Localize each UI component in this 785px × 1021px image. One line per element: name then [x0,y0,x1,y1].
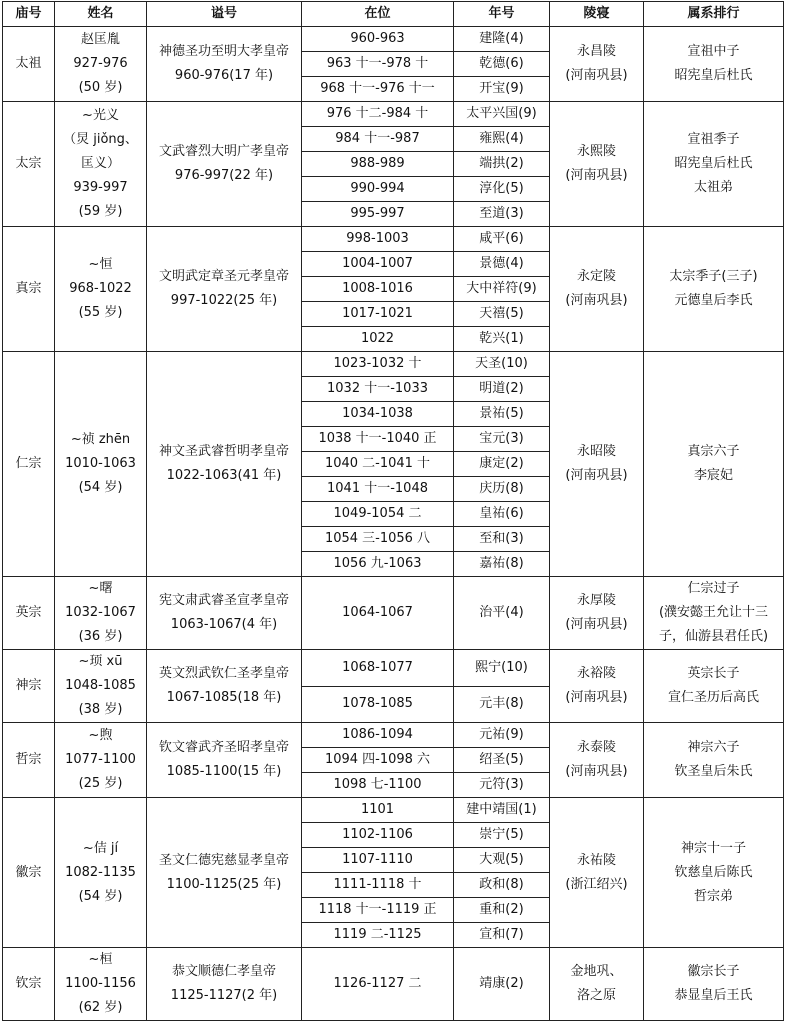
table-row [3,577,784,650]
personal-name-cell-line: 939-997 [73,180,128,195]
era-name-cell: 乾德(6) [454,52,550,77]
table-row [3,27,784,52]
column-header: 属系排行 [644,2,784,27]
reign-period-cell: 1126-1127 二 [302,948,454,1021]
personal-name-cell-line: (25 岁) [78,776,123,791]
tomb-cell [550,650,644,723]
column-header: 庙号 [3,2,55,27]
tomb-cell [550,27,644,102]
era-name-cell: 大观(5) [454,848,550,873]
table-row [3,948,784,1021]
era-name-cell: 宝元(3) [454,427,550,452]
table-row [3,102,784,127]
column-header: 在位 [302,2,454,27]
tomb-cell-line: 洛之原 [576,988,616,1003]
posthumous-title-cell-line: 圣文仁德宪慈显孝皇帝 [158,852,289,868]
era-name-cell: 熙宁(10) [454,650,550,687]
column-header: 年号 [454,2,550,27]
reign-period-cell: 1032 十一-1033 [302,377,454,402]
tomb-cell-line: (河南巩县) [565,690,628,705]
personal-name-cell [55,948,147,1021]
lineage-cell-line: 昭宪皇后杜氏 [674,68,753,83]
tomb-cell-line: 永昭陵 [576,444,616,459]
table-row [3,227,784,252]
era-name-cell: 政和(8) [454,873,550,898]
personal-name-cell [55,352,147,577]
posthumous-title-cell-line: 1067-1085(18 年) [166,690,282,705]
lineage-cell-line: 钦慈皇后陈氏 [674,864,753,880]
personal-name-cell-line: （炅 jiǒng、 [63,132,138,147]
temple-name-cell: 真宗 [3,227,55,352]
table-row [3,798,784,823]
posthumous-title-cell-line: 976-997(22 年) [174,168,274,183]
temple-name-cell: 仁宗 [3,352,55,577]
temple-name-cell: 神宗 [3,650,55,723]
era-name-cell: 端拱(2) [454,152,550,177]
reign-period-cell: 995-997 [302,202,454,227]
tomb-cell-line: (河南巩县) [565,293,628,308]
reign-period-cell: 960-963 [302,27,454,52]
personal-name-cell-line: 968-1022 [69,281,132,296]
lineage-cell-line: 元德皇后李氏 [674,293,753,308]
reign-period-cell: 1118 十一-1119 正 [302,898,454,923]
era-name-cell: 天禧(5) [454,302,550,327]
tomb-cell-line: 永祐陵 [576,852,616,868]
tomb-cell [550,352,644,577]
era-name-cell: 雍熙(4) [454,127,550,152]
table-row [3,650,784,687]
personal-name-cell-line: 1077-1100 [65,752,136,767]
temple-name-cell: 太祖 [3,27,55,102]
lineage-cell [644,798,784,948]
personal-name-cell-line: (38 岁) [78,702,123,717]
lineage-cell-line: 李宸妃 [693,468,733,483]
personal-name-cell-line: ~桓 [88,952,113,967]
era-name-cell: 景德(4) [454,252,550,277]
era-name-cell: 元符(3) [454,773,550,798]
lineage-cell-line: 哲宗弟 [693,888,733,904]
lineage-cell [644,650,784,723]
era-name-cell: 建隆(4) [454,27,550,52]
era-name-cell: 明道(2) [454,377,550,402]
era-name-cell: 乾兴(1) [454,327,550,352]
era-name-cell: 皇祐(6) [454,502,550,527]
temple-name-cell: 英宗 [3,577,55,650]
temple-name-cell: 哲宗 [3,723,55,798]
personal-name-cell-line: (59 岁) [78,204,123,219]
personal-name-cell-line: 1082-1135 [65,864,136,880]
lineage-cell-line: 宣祖季子 [687,132,740,147]
tomb-cell-line: (河南巩县) [565,764,628,779]
posthumous-title-cell-line: 997-1022(25 年) [170,293,278,308]
era-name-cell: 康定(2) [454,452,550,477]
personal-name-cell-line: 1100-1156 [65,976,136,991]
reign-period-cell: 1094 四-1098 六 [302,748,454,773]
personal-name-cell [55,650,147,723]
tomb-cell [550,798,644,948]
tomb-cell-line: 永裕陵 [576,666,616,681]
era-name-cell: 元丰(8) [454,686,550,723]
tomb-cell-line: 永泰陵 [576,740,616,755]
reign-period-cell: 1004-1007 [302,252,454,277]
personal-name-cell-line: 927-976 [73,56,128,71]
lineage-cell-line: 昭宪皇后杜氏 [674,156,753,171]
posthumous-title-cell [147,227,302,352]
posthumous-title-cell-line: 钦文睿武齐圣昭孝皇帝 [158,740,289,755]
personal-name-cell [55,27,147,102]
era-name-cell: 绍圣(5) [454,748,550,773]
reign-period-cell: 1049-1054 二 [302,502,454,527]
tomb-cell-line: (河南巩县) [565,168,628,183]
era-name-cell: 庆历(8) [454,477,550,502]
reign-period-cell: 1041 十一-1048 [302,477,454,502]
era-name-cell: 崇宁(5) [454,823,550,848]
reign-period-cell: 990-994 [302,177,454,202]
tomb-cell-line: 永熙陵 [576,144,616,159]
reign-period-cell: 1034-1038 [302,402,454,427]
tomb-cell-line: 永厚陵 [576,593,616,608]
table-row [3,723,784,748]
posthumous-title-cell [147,798,302,948]
reign-period-cell: 1101 [302,798,454,823]
reign-period-cell: 1038 十一-1040 正 [302,427,454,452]
lineage-cell-line: 太宗季子(三子) [669,269,758,284]
lineage-cell-line: 宣祖中子 [687,44,740,59]
posthumous-title-cell-line: 神文圣武睿哲明孝皇帝 [158,444,289,459]
reign-period-cell: 1008-1016 [302,277,454,302]
posthumous-title-cell-line: 960-976(17 年) [174,68,274,83]
lineage-cell-line: 神宗十一子 [680,840,746,856]
reign-period-cell: 1098 七-1100 [302,773,454,798]
tomb-cell-line: 永昌陵 [576,44,616,59]
posthumous-title-cell-line: 1022-1063(41 年) [166,468,282,483]
posthumous-title-cell-line: 1125-1127(2 年) [170,988,278,1003]
personal-name-cell-line: (62 岁) [78,1000,123,1015]
personal-name-cell-line: ~曙 [88,581,113,596]
tomb-cell [550,723,644,798]
era-name-cell: 开宝(9) [454,77,550,102]
personal-name-cell-line: ~光义 [82,108,119,123]
era-name-cell: 治平(4) [454,577,550,650]
table-row [3,352,784,377]
posthumous-title-cell [147,723,302,798]
posthumous-title-cell-line: 1063-1067(4 年) [170,617,278,632]
era-name-cell: 咸平(6) [454,227,550,252]
personal-name-cell-line: (54 岁) [78,480,123,495]
reign-period-cell: 1107-1110 [302,848,454,873]
reign-period-cell: 1023-1032 十 [302,352,454,377]
reign-period-cell: 1119 二-1125 [302,923,454,948]
tomb-cell-line: (河南巩县) [565,617,628,632]
posthumous-title-cell-line: 宪文肃武睿圣宣孝皇帝 [158,593,289,608]
lineage-cell [644,27,784,102]
lineage-cell-line: 徽宗长子 [687,964,740,979]
lineage-cell-line: 宣仁圣历后高氏 [667,690,759,705]
era-name-cell: 至和(3) [454,527,550,552]
lineage-cell-line: 钦圣皇后朱氏 [674,764,753,779]
reign-period-cell: 1056 九-1063 [302,552,454,577]
era-name-cell: 嘉祐(8) [454,552,550,577]
reign-period-cell: 1040 二-1041 十 [302,452,454,477]
era-name-cell: 宣和(7) [454,923,550,948]
tomb-cell-line: (浙江绍兴) [565,876,628,892]
era-name-cell: 重和(2) [454,898,550,923]
temple-name-cell: 钦宗 [3,948,55,1021]
lineage-cell-line: 恭显皇后王氏 [674,988,753,1003]
lineage-cell-line: (濮安懿王允让十三 [658,605,769,620]
tomb-cell [550,948,644,1021]
reign-period-cell: 1022 [302,327,454,352]
personal-name-cell [55,723,147,798]
posthumous-title-cell-line: 文武睿烈大明广孝皇帝 [158,144,289,159]
lineage-cell [644,102,784,227]
reign-period-cell: 968 十一-976 十一 [302,77,454,102]
tomb-cell-line: (河南巩县) [565,68,628,83]
personal-name-cell-line: 匡义） [80,156,120,171]
posthumous-title-cell [147,102,302,227]
lineage-cell [644,948,784,1021]
lineage-cell [644,227,784,352]
reign-period-cell: 963 十一-978 十 [302,52,454,77]
lineage-cell-line: 英宗长子 [687,666,740,681]
personal-name-cell [55,577,147,650]
posthumous-title-cell-line: 恭文顺德仁孝皇帝 [171,964,276,979]
posthumous-title-cell-line: 文明武定章圣元孝皇帝 [158,269,289,284]
header-row [3,2,784,27]
personal-name-cell-line: 1032-1067 [65,605,136,620]
era-name-cell: 建中靖国(1) [454,798,550,823]
personal-name-cell [55,798,147,948]
reign-period-cell: 984 十一-987 [302,127,454,152]
tomb-cell-line: 金地巩、 [570,964,623,979]
column-header: 陵寝 [550,2,644,27]
personal-name-cell-line: (50 岁) [78,80,123,95]
reign-period-cell: 988-989 [302,152,454,177]
era-name-cell: 元祐(9) [454,723,550,748]
reign-period-cell: 1017-1021 [302,302,454,327]
era-name-cell: 大中祥符(9) [454,277,550,302]
era-name-cell: 淳化(5) [454,177,550,202]
era-name-cell: 太平兴国(9) [454,102,550,127]
posthumous-title-cell-line: 神德圣功至明大孝皇帝 [158,44,289,59]
reign-period-cell: 1054 三-1056 八 [302,527,454,552]
lineage-cell-line: 子，仙游县君任氏) [658,629,769,644]
personal-name-cell-line: 1010-1063 [65,456,136,471]
personal-name-cell-line: ~佶 jí [82,840,119,856]
era-name-cell: 景祐(5) [454,402,550,427]
lineage-cell-line: 真宗六子 [687,444,740,459]
lineage-cell [644,723,784,798]
lineage-cell-line: 神宗六子 [687,740,740,755]
posthumous-title-cell [147,27,302,102]
posthumous-title-cell [147,577,302,650]
personal-name-cell-line: ~顼 xū [78,654,123,669]
reign-period-cell: 1102-1106 [302,823,454,848]
reign-period-cell: 998-1003 [302,227,454,252]
reign-period-cell: 1068-1077 [302,650,454,687]
temple-name-cell: 徽宗 [3,798,55,948]
era-name-cell: 天圣(10) [454,352,550,377]
personal-name-cell-line: ~祯 zhēn [70,432,131,447]
posthumous-title-cell [147,352,302,577]
lineage-cell-line: 太祖弟 [693,180,733,195]
era-name-cell: 至道(3) [454,202,550,227]
posthumous-title-cell [147,948,302,1021]
reign-period-cell: 1078-1085 [302,686,454,723]
table-body [3,27,784,1021]
reign-period-cell: 1064-1067 [302,577,454,650]
emperor-table [2,1,784,1021]
personal-name-cell [55,227,147,352]
posthumous-title-cell-line: 1100-1125(25 年) [166,876,282,892]
tomb-cell-line: 永定陵 [576,269,616,284]
posthumous-title-cell [147,650,302,723]
personal-name-cell-line: (54 岁) [78,888,123,904]
tomb-cell [550,577,644,650]
personal-name-cell-line: 1048-1085 [65,678,136,693]
personal-name-cell-line: (55 岁) [78,305,123,320]
tomb-cell [550,102,644,227]
personal-name-cell [55,102,147,227]
personal-name-cell-line: ~恒 [88,257,113,272]
posthumous-title-cell-line: 英文烈武钦仁圣孝皇帝 [158,666,289,681]
reign-period-cell: 1086-1094 [302,723,454,748]
personal-name-cell-line: ~煦 [88,728,113,743]
personal-name-cell-line: 赵匡胤 [80,32,120,47]
lineage-cell-line: 仁宗过子 [687,581,740,596]
tomb-cell-line: (河南巩县) [565,468,628,483]
personal-name-cell-line: (36 岁) [78,629,123,644]
reign-period-cell: 976 十二-984 十 [302,102,454,127]
column-header: 姓名 [55,2,147,27]
column-header: 谥号 [147,2,302,27]
lineage-cell [644,352,784,577]
lineage-cell [644,577,784,650]
posthumous-title-cell-line: 1085-1100(15 年) [166,764,282,779]
era-name-cell: 靖康(2) [454,948,550,1021]
reign-period-cell: 1111-1118 十 [302,873,454,898]
temple-name-cell: 太宗 [3,102,55,227]
tomb-cell [550,227,644,352]
